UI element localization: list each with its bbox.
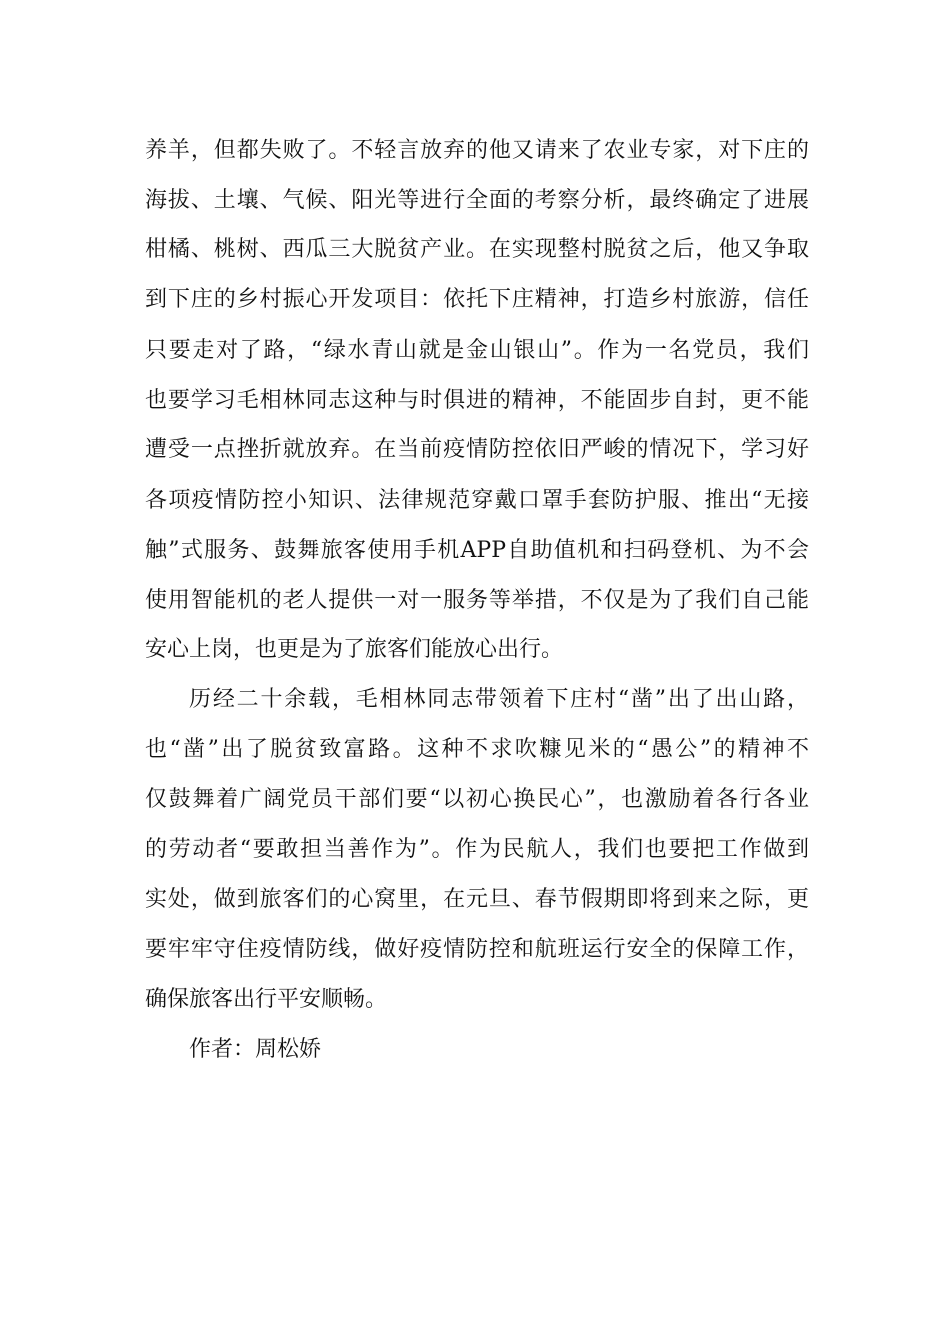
paragraph-line: 柑橘、桃树、西瓜三大脱贫产业。在实现整村脱贫之后，他又争取 [145,237,809,262]
paragraph-line: 使用智能机的老人提供一对一服务等举措，不仅是为了我们自己能 [145,588,809,613]
paragraph-line: 也要学习毛相林同志这种与时俱进的精神，不能固步自封，更不能 [145,388,809,413]
author-line: 作者：周松娇 [189,1037,322,1062]
paragraph-line: 触”式服务、鼓舞旅客使用手机APP自助值机和扫码登机、为不会 [145,538,809,563]
paragraph-line: 遭受一点挫折就放弃。在当前疫情防控依旧严峻的情况下，学习好 [145,437,809,462]
paragraph-line: 安心上岗，也更是为了旅客们能放心出行。 [145,637,564,662]
paragraph-line: 的劳动者“要敢担当善作为”。作为民航人，我们也要把工作做到 [145,837,809,862]
paragraph-line: 实处，做到旅客们的心窝里，在元旦、春节假期即将到来之际，更 [145,887,809,912]
paragraph-line: 各项疫情防控小知识、法律规范穿戴口罩手套防护服、推出“无接 [145,488,809,513]
paragraph-line: 历经二十余载，毛相林同志带领着下庄村“凿”出了出山路， [189,687,809,712]
paragraph-line: 确保旅客出行平安顺畅。 [145,987,388,1012]
paragraph-line: 只要走对了路，“绿水青山就是金山银山”。作为一名党员，我们 [145,338,809,363]
paragraph-line: 海拔、土壤、气候、阳光等进行全面的考察分析，最终确定了进展 [145,188,809,213]
paragraph-line: 也“凿”出了脱贫致富路。这种不求吹糠见米的“愚公”的精神不 [145,737,809,762]
paragraph-line: 到下庄的乡村振心开发项目：依托下庄精神，打造乡村旅游，信任 [145,287,809,312]
paragraph-line: 养羊，但都失败了。不轻言放弃的他又请来了农业专家，对下庄的 [145,138,809,163]
paragraph-line: 要牢牢守住疫情防线，做好疫情防控和航班运行安全的保障工作， [145,937,809,962]
paragraph-line: 仅鼓舞着广阔党员干部们要“以初心换民心”，也激励着各行各业 [145,787,809,812]
